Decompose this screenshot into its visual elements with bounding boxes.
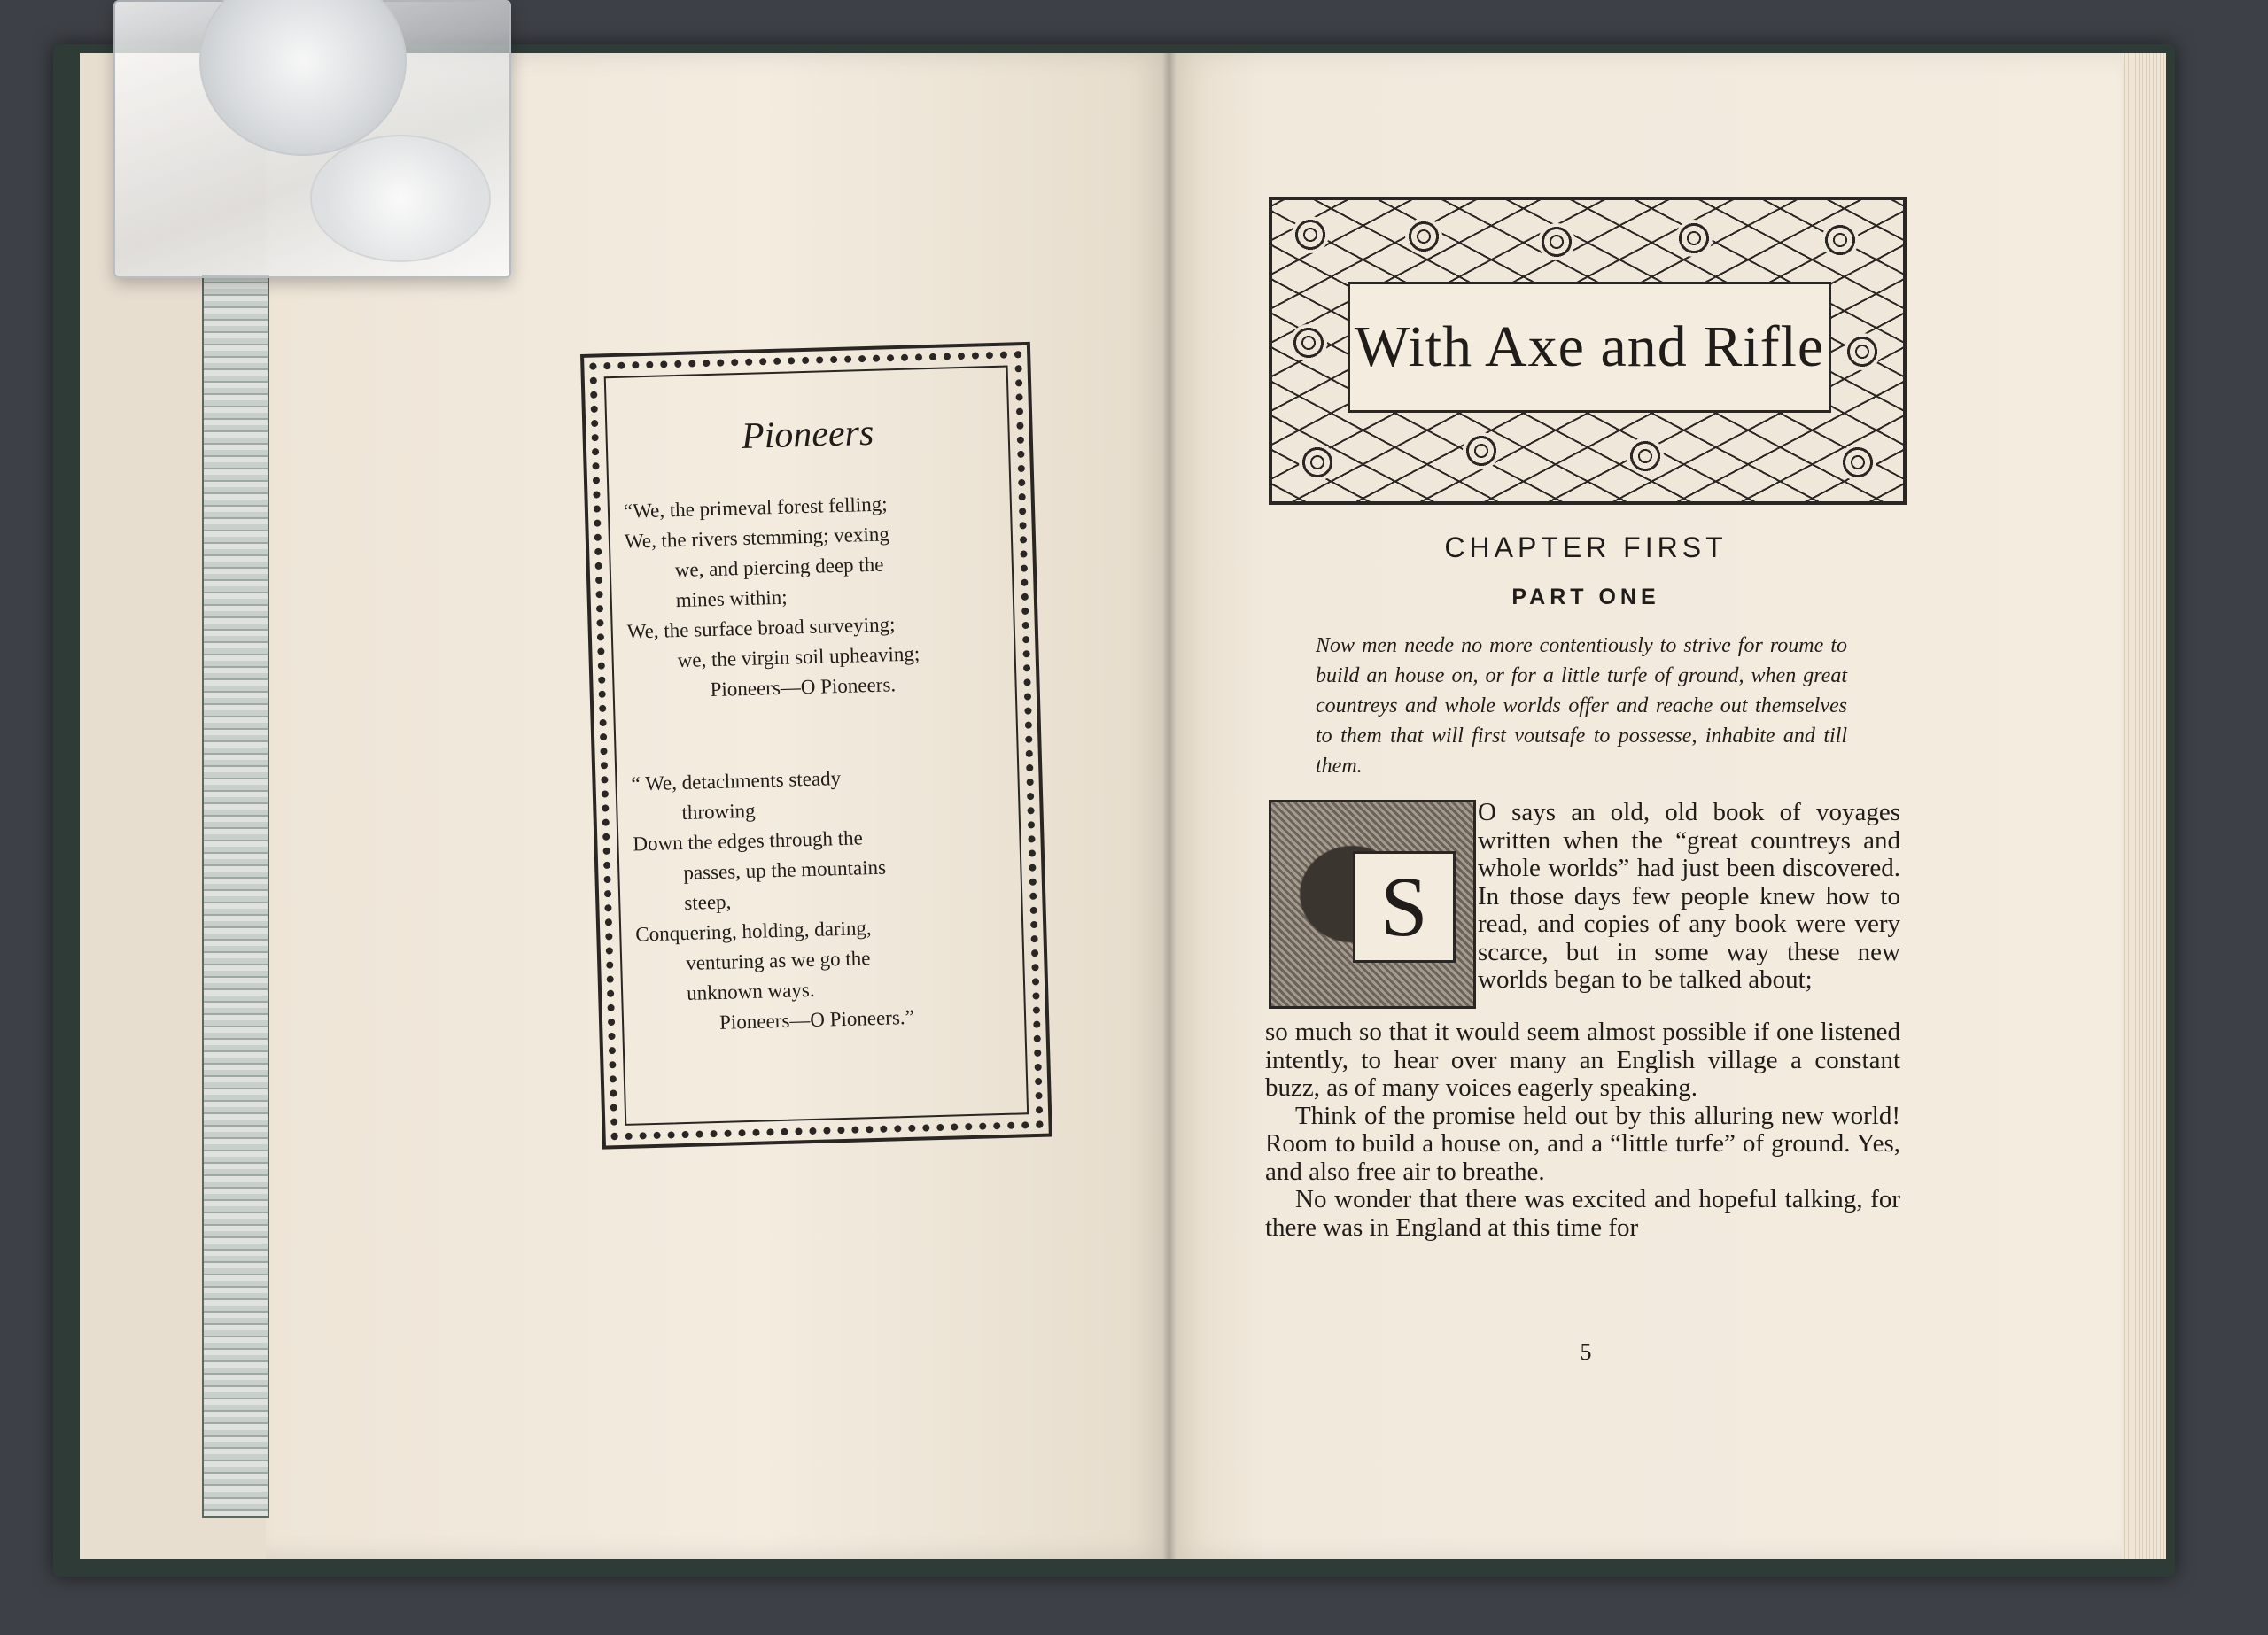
poem-refrain: Pioneers—O Pioneers. [710,673,897,701]
page-number: 5 [1580,1339,1592,1365]
part-heading: PART ONE [1511,585,1660,609]
poem-frame [580,342,1052,1150]
glass-paperweight [113,0,511,278]
body-text [1265,1019,1900,1242]
paperweight-reflection [310,135,491,262]
poem-line: “We, the primeval forest felling; [623,492,888,523]
poem-line: unknown ways. [686,978,815,1004]
paperweight-medallion [199,0,407,156]
poem-title: Pioneers [741,412,874,457]
page-edges [2122,53,2166,1559]
poem-line: we, and piercing deep the [674,553,884,582]
poem-line: steep, [683,890,732,914]
book-gutter [1162,53,1177,1559]
paragraph: No wonder that there was excited and hopeful talking, for there was in England at this time for [1265,1185,1900,1242]
flower-ornament [1299,444,1336,481]
poem [621,408,1010,1040]
flower-ornament [1290,324,1327,361]
book-title: With Axe and Rifle [1354,314,1825,379]
paragraph: Think of the promise held out by this alluring new world! Room to build a house on, and a “little turfe” of ground. Yes, and also free air to breathe. [1265,1101,1900,1186]
drop-cap-box [1353,851,1456,963]
chapter-heading: CHAPTER FIRST [1444,531,1728,563]
epigraph: Now men neede no more contentiously to strive for roume to build an house on, or for a little turfe of ground, when great countreys and whole worlds offer and reache out themselves to them that will first voutsafe to possesse, inhabite and till them. [1316,634,1847,778]
flower-ornament [1292,216,1329,253]
flower-ornament [1844,333,1881,370]
poem-line: throwing [681,799,756,824]
poem-line: passes, up the mountains [683,856,887,884]
flower-ornament [1675,220,1713,257]
poem-line: We, the surface broad surveying; [626,613,896,643]
folded-map-insert [202,275,269,1518]
drop-cap-letter: S [1380,859,1428,954]
illuminated-drop-cap [1269,800,1476,1009]
flower-ornament [1627,438,1664,475]
poem-line: “ We, detachments steady [631,766,842,795]
banner-title-box [1348,282,1831,413]
paragraph: so much so that it would seem almost possible if one listened intently, to hear over many an English village a constant buzz, as of many voices eagerly speaking. [1265,1018,1900,1102]
poem-line: mines within; [675,585,788,612]
poem-line: venturing as we go the [685,947,871,974]
poem-line: Down the edges through the [633,826,864,856]
poem-line: Conquering, holding, daring, [634,917,872,946]
chapter-banner [1269,197,1907,505]
body-text-wrapped [1478,799,1900,995]
paragraph: O says an old, old book of voyages written when the “great countreys and whole worlds” had just been discovered. In those days few people knew how to read, and copies of any book were very scarce, but in some way these new worlds began to be talked about; [1478,798,1900,994]
poem-refrain: Pioneers—O Pioneers.” [718,1005,915,1034]
poem-line: we, the virgin soil upheaving; [677,642,920,672]
poem-line: We, the rivers stemming; vexing [624,523,890,553]
flower-ornament [1538,223,1575,260]
flower-ornament [1405,218,1442,255]
flower-ornament [1839,444,1876,481]
flower-ornament [1463,432,1500,469]
flower-ornament [1821,221,1859,259]
poem-stanza-2 [631,759,1010,1041]
poem-stanza-1 [624,486,1001,708]
